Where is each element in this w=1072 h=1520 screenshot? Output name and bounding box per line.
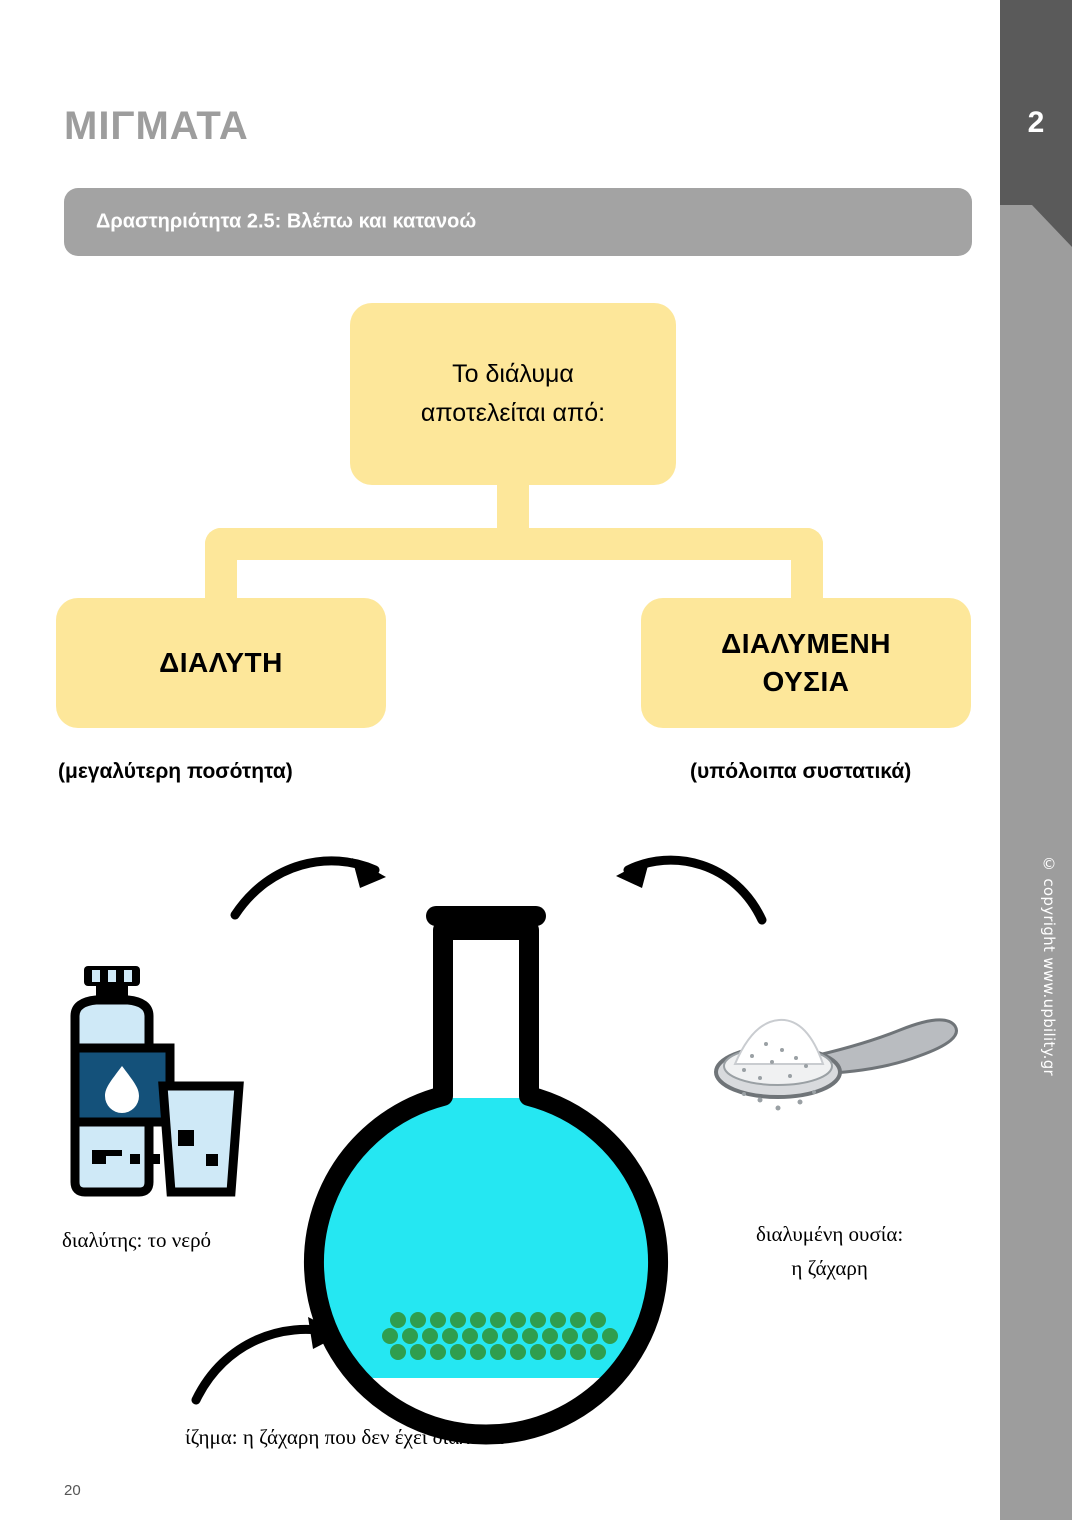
arrow-solute-icon (616, 858, 762, 920)
page-number: 20 (64, 1482, 81, 1499)
solvent-illustration-label: διαλύτης: το νερό (62, 1228, 212, 1252)
sediment-illustration-label: ίζημα: η ζάχαρη που δεν έχει διαλυθεί (185, 1425, 504, 1449)
solution-line1: Το διάλυμα (452, 360, 574, 389)
connector-horizontal (205, 528, 823, 560)
solvent-caption: (μεγαλύτερη ποσότητα) (58, 760, 293, 783)
solute-caption: (υπόλοιπα συστατικά) (690, 760, 912, 783)
solvent-title: ΔΙΑΛΥΤΗ (159, 647, 283, 678)
solute-title-line1: ΔΙΑΛΥΜΕΝΗ (721, 628, 891, 660)
diagram-box-solute (641, 598, 971, 728)
sugar-spoon-icon (716, 1020, 957, 1111)
flask-icon (300, 916, 680, 1435)
solute-title-line2: ΟΥΣΙΑ (762, 666, 850, 697)
page-title: ΜΙΓΜΑΤΑ (64, 104, 249, 148)
water-glass-icon (163, 1086, 239, 1192)
experiment-illustration (0, 820, 1000, 1460)
water-bottle-icon (75, 966, 170, 1192)
diagram-box-solution (350, 303, 676, 485)
solution-line2: αποτελείται από: (420, 399, 606, 427)
diagram-box-solvent (56, 598, 386, 728)
activity-banner (64, 188, 972, 256)
copyright-text: © copyright www.upbility.gr (1040, 855, 1058, 1077)
activity-label: Δραστηριότητα 2.5: Βλέπω και κατανοώ (96, 210, 477, 233)
chapter-tab-notch (1032, 205, 1072, 247)
solute-illustration-label (756, 1218, 903, 1285)
arrow-solvent-icon (235, 858, 386, 915)
chapter-number: 2 (1027, 106, 1045, 139)
solute-illustration-label-line2: η ζάχαρη (791, 1255, 868, 1280)
chapter-tab (1000, 0, 1072, 205)
solute-illustration-label-line1: διαλυμένη ουσία: (756, 1222, 904, 1246)
